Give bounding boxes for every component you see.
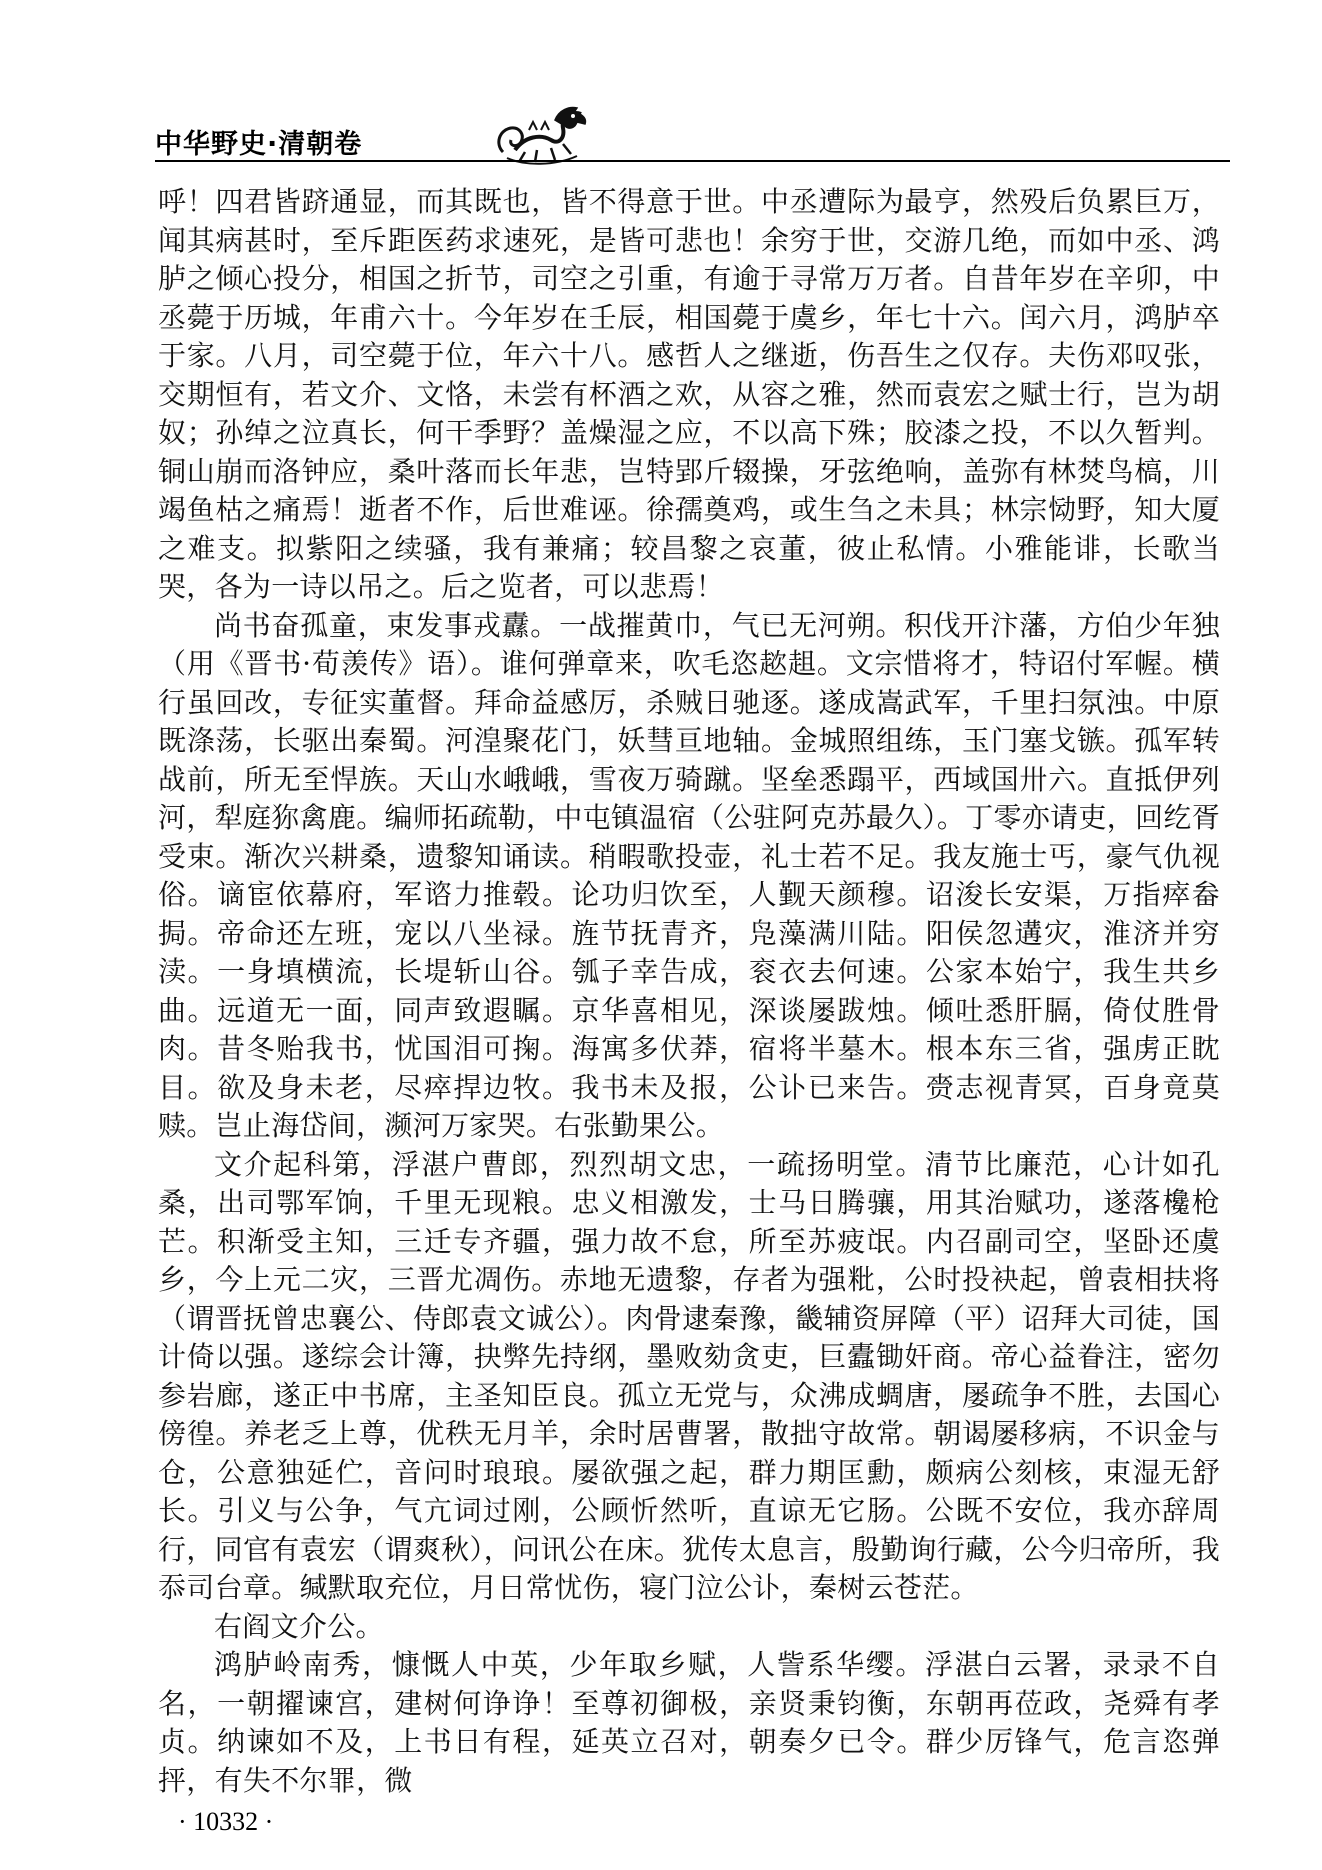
body-text <box>158 183 1220 1800</box>
paragraph: 文介起科第，浮湛户曹郎，烈烈胡文忠，一疏扬明堂。清节比廉范，心计如孔桑，出司鄂军饷，千里无现粮。忠义相激发，士马日腾骧，用其治赋功，遂落欃枪芒。积渐受主知，三迁专齐疆，强力故不怠，所至苏疲氓。内召副司空，坚卧还虞乡，今上元二灾，三晋尤凋伤。赤地无遗黎，存者为强粃，公时投袂起，曾袁相扶将（谓晋抚曾忠襄公、侍郎袁文诚公）。肉骨逮秦豫，畿辅资屏障（平）诏拜大司徒，国计倚以强。遂综会计簿，抉弊先持纲，墨败劾贪吏，巨蠹锄奸商。帝心益眷注，密勿参岩廊，遂正中书席，主圣知臣良。孤立无党与，众沸成蜩唐，屡疏争不胜，去国心傍徨。养老乏上尊，优秩无月羊，余时居曹署，散拙守故常。朝谒屡移病，不识金与仓，公意独延伫，音问时琅琅。屡欲强之起，群力期匡勳，颇病公刻核，束湿无舒长。引义与公争，气亢词过刚，公顾忻然听，直谅无它肠。公既不安位，我亦辞周行，同官有袁宏（谓爽秋），问讯公在床。犹传太息言，殷勤询行藏，公今归帝所，我忝司台章。缄默取充位，月日常忧伤，寝门泣公讣，秦树云苍茫。 <box>158 1147 1220 1604</box>
paragraph: 鸿胪岭南秀，慷慨人中英，少年取乡赋，人訾系华缨。浮湛白云署，录录不自名，一朝擢谏宫，建树何诤诤！至尊初御极，亲贤秉钧衡，东朝再莅政，尧舜有孝贞。纳谏如不及，上书日有程，延英立召对，朝奏夕已令。群少厉锋气，危言恣弹抨，有失不尔罪，微 <box>158 1648 1220 1797</box>
book-title: 中华野史·清朝卷 <box>155 129 363 160</box>
paragraph: 呼！四君皆跻通显，而其既也，皆不得意于世。中丞遭际为最亨，然殁后负累巨万，闻其病甚时，至斥距医药求速死，是皆可悲也！余穷于世，交游几绝，而如中丞、鸿胪之倾心投分，相国之折节，司空之引重，有逾于寻常万万者。自昔年岁在辛卯，中丞薨于历城，年甫六十。今年岁在壬辰，相国薨于虞乡，年七十六。闰六月，鸿胪卒于家。八月，司空薨于位，年六十八。感哲人之继逝，伤吾生之仅存。夫伤邓叹张，交期恒有，若文介、文恪，未尝有杯酒之欢，从容之雅，然而袁宏之赋士行，岂为胡奴；孙绰之泣真长，何干季野？盖燥湿之应，不以高下殊；胶漆之投，不以久暂判。铜山崩而洛钟应，桑叶落而长年悲，岂特郢斤辍操，牙弦绝响，盖弥有林焚鸟槁，川竭鱼枯之痛焉！逝者不作，后世难诬。徐孺奠鸡，或生刍之未具；林宗恸野，知大厦之难支。拟紫阳之续骚，我有兼痛；较昌黎之哀董，彼止私情。小雅能诽，长歌当哭，各为一诗以吊之。后之览者，可以悲焉！ <box>158 185 1220 603</box>
page-number: · 10332 · <box>178 1807 274 1836</box>
paragraph: 右阎文介公。 <box>214 1609 384 1643</box>
running-header <box>155 110 1230 180</box>
paragraph: 尚书奋孤童，束发事戎纛。一战摧黄巾，气已无河朔。积伐开汴藩，方伯少年独（用《晋书·荀羡传》语）。谁何弹章来，吹毛恣趑趄。文宗惜将才，特诏付军幄。横行虽回改，专征实董督。拜命益感厉，杀贼日驰逐。遂成嵩武军，千里扫氛浊。中原既涤荡，长驱出秦蜀。河湟聚花门，妖彗亘地轴。金城照组练，玉门塞戈镞。孤军转战前，所无至悍族。天山水峨峨，雪夜万骑蹴。坚垒悉蹋平，西域国卅六。直抵伊列河，犁庭狝禽鹿。编师拓疏勒，中屯镇温宿（公驻阿克苏最久）。丁零亦请吏，回纥胥受束。渐次兴耕桑，遗黎知诵读。稍暇歌投壶，礼士若不足。我友施士丐，豪气仇视俗。谪宦依幕府，军谘力推毂。论功归饮至，人觐天颜穆。诏浚长安渠，万指瘁畚挶。帝命还左班，宠以八坐禄。旌节抚青齐，凫藻满川陆。阳侯忽遘灾，淮济并穷渎。一身填横流，长堤斩山谷。瓠子幸告成，衮衣去何速。公家本始宁，我生共乡曲。远道无一面，同声致遐瞩。京华喜相见，深谈屡跋烛。倾吐悉肝膈，倚仗胜骨肉。昔冬贻我书，忧国泪可掬。海寓多伏莽，宿将半墓木。根本东三省，强虏正眈目。欲及身未老，尽瘁捍边牧。我书未及报，公讣已来告。赍志视青冥，百身竟莫赎。岂止海岱间，濒河万家哭。右张勤果公。 <box>158 608 1220 1142</box>
header-rule <box>155 160 1230 162</box>
